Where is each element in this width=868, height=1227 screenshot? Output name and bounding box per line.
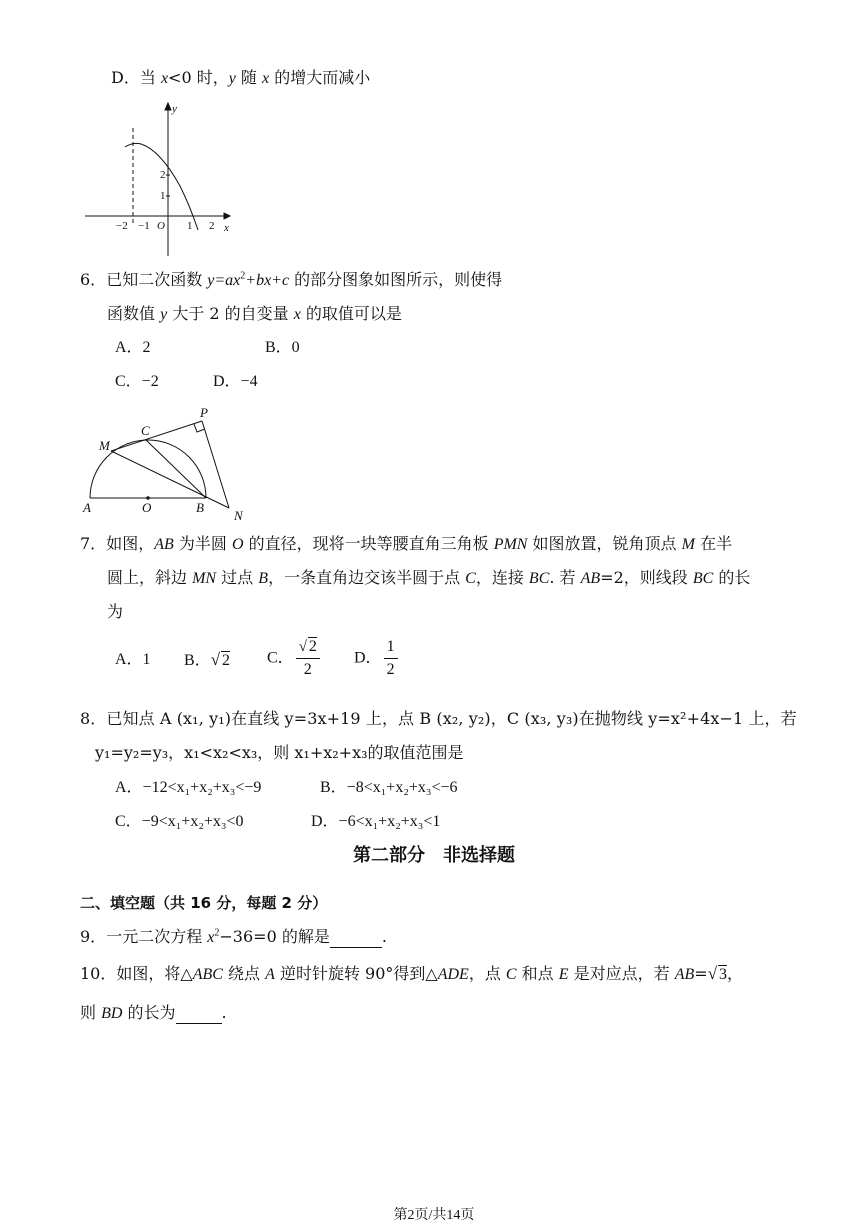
var: BC [528,570,550,587]
option-label: B． [184,652,211,669]
q8-option-b: B．−8<x₁+x₂+x₃<−6 [320,779,458,796]
q9 [80,927,387,948]
text: ，连接 [475,568,529,587]
text: ，点 [468,964,506,983]
axis-y-label: y [172,103,177,115]
var: E [558,966,569,983]
radical-sign: √ [298,639,307,655]
parabola-graph [80,98,240,260]
question-number: 6． [80,270,107,289]
text: 如图，将△ [116,964,193,983]
tick-neg1: −1 [138,220,150,232]
var: M [681,536,695,553]
question-number: 7． [80,534,107,553]
parabola-curve [125,143,198,230]
q7-option-a: A．1 [115,651,151,668]
var: C [505,966,517,983]
text: 和点 [516,964,559,983]
var: ABC [192,966,223,983]
y-axis-arrow [165,103,171,110]
label-n: N [234,508,243,523]
text: . [381,927,387,946]
radicand: 3 [719,966,728,983]
segment-bc [146,440,206,498]
q10-line1 [80,964,743,985]
label-a: A [83,500,91,515]
question-number: 8． [80,709,107,728]
radicand: 2 [308,638,317,655]
q5-option-d [111,68,370,89]
text: 绕点 [222,964,266,983]
q7-option-d [354,636,400,684]
q6-option-a: A．2 [115,339,151,356]
q7-line1 [80,534,732,555]
var: x [293,306,301,323]
var: AB [154,536,174,553]
q6-option-b: B．0 [265,339,300,356]
center-point [147,497,149,499]
q8-option-d: D．−6<x₁+x₂+x₃<1 [311,813,441,830]
question-number: 10． [80,964,117,983]
var: BC [692,570,714,587]
q6-line1 [80,270,502,291]
text: <0 时， [168,68,229,87]
text: 的长 [713,568,751,587]
answer-blank[interactable] [330,927,382,948]
radical-sign: √ [210,650,221,669]
text: 的取值可以是 [300,304,402,323]
side-mp [111,421,202,451]
semicircle-figure [78,402,258,524]
tick-2: 2 [209,220,215,232]
q8-option-c: C．−9<x₁+x₂+x₃<0 [115,813,244,830]
q6-option-c: C．−2 [115,373,159,390]
text: 的直径，现将一块等腰直角三角板 [243,534,494,553]
label-b: B [196,500,204,515]
part-two-title: 第二部分 非选择题 [353,845,515,866]
x-axis-arrow [224,213,230,219]
var: x [160,70,169,87]
var: A [265,966,275,983]
text: 在半 [694,534,733,553]
option-label: D． [354,649,382,667]
label-o: O [142,500,152,515]
text: . 若 [549,568,581,587]
question-number: 9． [80,927,107,946]
hypotenuse-mn [111,451,229,508]
math: y=ax [207,272,241,289]
text: 的长为 [122,1003,176,1022]
text: 圆上，斜边 [107,568,193,587]
denominator: 2 [303,661,312,678]
text: . [221,1003,227,1022]
text: 如图， [106,534,155,553]
q8-option-a: A．−12<x₁+x₂+x₃<−9 [115,779,262,796]
text: −36=0 的解是 [219,927,330,946]
text: ， [727,964,744,983]
text: 当 [139,68,161,87]
var: AB [580,570,601,587]
var: BD [101,1005,123,1022]
section-two-heading: 二、填空题（共 16 分，每题 2 分） [80,894,328,912]
q6-line2 [107,304,402,325]
text: 大于 2 的自变量 [167,304,294,323]
q7-option-c [267,636,322,684]
text: 如图放置，锐角顶点 [527,534,682,553]
var: ADE [437,966,469,983]
label-m: M [99,438,110,453]
text: 的增大而减小 [269,68,371,87]
tick-neg2: −2 [116,220,128,232]
text: 随 [235,68,263,87]
var: PMN [493,536,528,553]
text: 是对应点，若 [568,964,675,983]
math-sup: 2 [240,270,246,282]
ytick-1-label: 1 [160,190,166,202]
text: ，一条直角边交该半圆于点 [268,568,466,587]
var: x [262,70,270,87]
ytick-2-label: 2 [160,169,166,181]
q8-line2: y₁=y₂=y₃，x₁<x₂<x₃，则 x₁+x₂+x₃的取值范围是 [95,743,464,762]
text: 的部分图象如图所示，则使得 [289,270,503,289]
q6-option-d: D．−4 [213,373,258,390]
var: MN [192,570,217,587]
var: x [207,929,215,946]
label-p: P [200,405,208,420]
var: AB [674,966,695,983]
axis-x-label: x [224,222,229,234]
tick-1: 1 [187,220,193,232]
origin-label: O [157,220,165,232]
q7-line3: 为 [107,602,124,621]
text: = [694,964,708,983]
q10-line2 [80,1003,227,1024]
math-sup: 2 [214,927,220,939]
numerator [296,636,320,659]
option-label: C． [267,649,294,667]
q8-line1 [80,709,797,729]
var: C [465,570,476,587]
page-footer: 第2页/共14页 [393,1208,475,1223]
var: B [258,570,269,587]
text: 过点 [216,568,259,587]
radical-sign: √ [707,964,718,983]
q7-line2 [107,568,750,589]
q7-option-b [184,650,230,671]
denominator: 2 [386,661,395,678]
fraction [296,636,320,681]
numerator: 1 [384,636,398,659]
math: +bx+c [245,272,290,289]
fraction [384,636,398,681]
var: O [231,536,244,553]
text: 则 [80,1003,102,1022]
text: 为半圆 [173,534,232,553]
text: =2，则线段 [600,568,693,587]
answer-blank[interactable] [176,1003,222,1024]
text: 函数值 [107,304,161,323]
text: 已知二次函数 [106,270,208,289]
text: 逆时针旋转 90°得到△ [274,964,438,983]
var: y [228,70,236,87]
option-label: D． [111,68,140,87]
text: 一元二次方程 [106,927,208,946]
var: y [160,306,168,323]
label-c: C [141,423,150,438]
radicand: 2 [222,652,231,669]
question-text: 已知点 A (x₁, y₁)在直线 y=3x+19 上，点 B (x₂, y₂)，C (x₃, y₃)在抛物线 y=x²+4x−1 上，若 [106,709,797,728]
